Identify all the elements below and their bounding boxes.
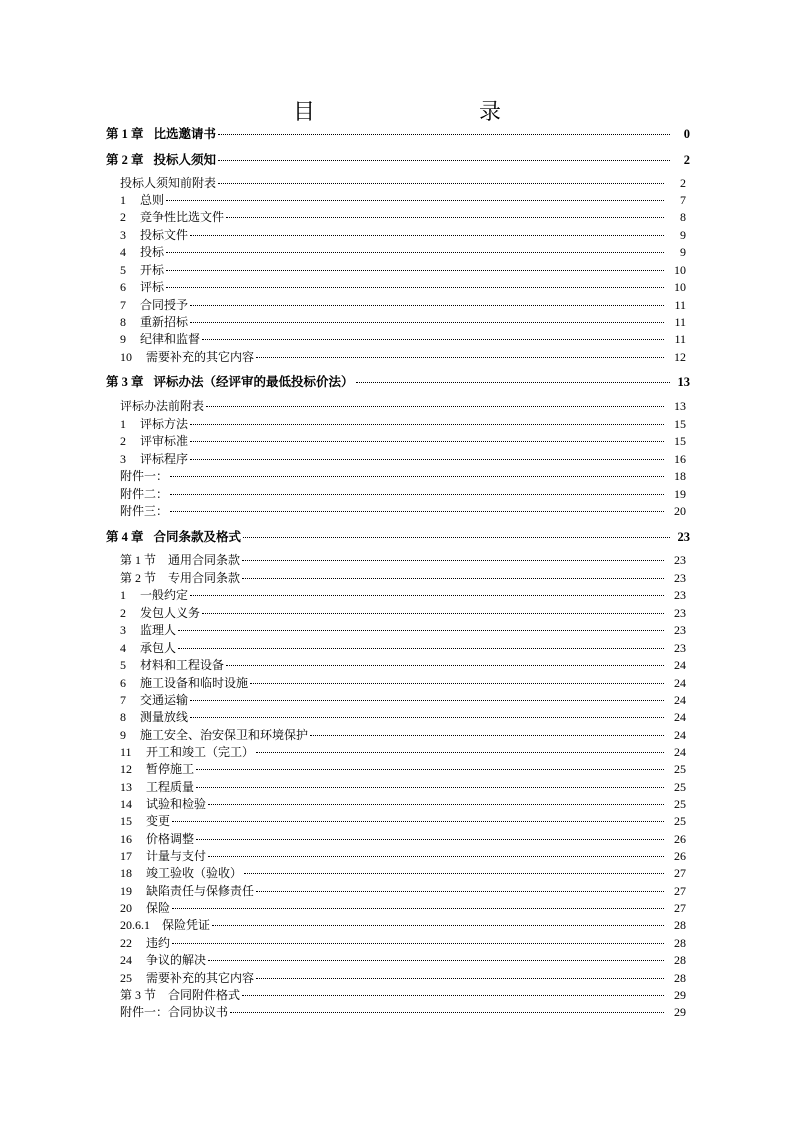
toc-entry-text: 附件二：	[120, 487, 169, 501]
toc-entry-label	[120, 604, 200, 621]
toc-entry[interactable]	[120, 812, 686, 828]
toc-entry-text: 价格调整	[146, 832, 195, 846]
toc-entry-text: 附件一：合同协议书	[120, 1005, 229, 1019]
toc-entry-number: 5	[120, 263, 126, 277]
dot-leader	[172, 821, 664, 822]
dot-leader	[190, 459, 664, 460]
toc-entry-label	[120, 795, 206, 812]
toc-entry-label	[120, 502, 168, 519]
toc-entry-text: 监理人	[140, 623, 177, 637]
toc-page-number: 9	[680, 228, 686, 242]
toc-entry-text: 比选邀请书	[153, 127, 217, 141]
toc-page-number: 29	[674, 988, 686, 1002]
toc-page-number: 28	[674, 953, 686, 967]
toc-entry-number: 第 2 节	[120, 571, 157, 585]
toc-entry-number: 16	[120, 832, 132, 846]
toc-entry-number: 7	[120, 693, 126, 707]
dot-leader	[208, 856, 664, 857]
toc-entry-label	[120, 916, 210, 933]
toc-entry-text: 专用合同条款	[168, 571, 241, 585]
toc-entry-text: 需要补充的其它内容	[146, 350, 255, 364]
toc-entry[interactable]	[120, 847, 686, 863]
toc-entry-text: 材料和工程设备	[140, 658, 225, 672]
dot-leader	[256, 978, 664, 979]
toc-entry-text: 保险	[146, 901, 171, 915]
toc-page-number: 25	[674, 762, 686, 776]
toc-page-number: 25	[674, 814, 686, 828]
toc-entry[interactable]	[120, 621, 686, 637]
toc-entry-text: 投标文件	[140, 228, 189, 242]
toc-page-number: 24	[674, 728, 686, 742]
toc-page-number: 23	[674, 641, 686, 655]
toc-entry-text: 暂停施工	[146, 762, 195, 776]
toc-entry-number: 第 3 章	[106, 375, 144, 389]
toc-chapter-entry[interactable]	[106, 372, 690, 388]
toc-page-number: 18	[674, 469, 686, 483]
toc-entry-label	[120, 551, 240, 568]
toc-entry-number: 第 1 节	[120, 553, 157, 567]
toc-entry-number: 第 4 章	[106, 530, 144, 544]
dot-leader	[170, 476, 664, 477]
toc-entry-number: 第 2 章	[106, 153, 144, 167]
toc-entry-text: 交通运输	[140, 693, 189, 707]
toc-entry-text: 违约	[146, 936, 171, 950]
toc-entry-number: 20	[120, 901, 132, 915]
toc-entry[interactable]	[120, 208, 686, 224]
toc-entry-number: 4	[120, 245, 126, 259]
dot-leader	[226, 217, 664, 218]
toc-entry-label	[106, 124, 216, 142]
toc-page-number: 28	[674, 918, 686, 932]
toc-entry-text: 计量与支付	[146, 849, 207, 863]
toc-entry-number: 15	[120, 814, 132, 828]
dot-leader	[242, 560, 664, 561]
toc-entry-label	[120, 432, 188, 449]
dot-leader	[190, 424, 664, 425]
toc-chapter-entry[interactable]	[106, 150, 690, 166]
toc-page-number: 15	[674, 417, 686, 431]
toc-entry-label	[120, 586, 188, 603]
dot-leader	[190, 305, 664, 306]
toc-entry-label	[120, 743, 254, 760]
toc-entry-label	[120, 243, 164, 260]
toc-page-number: 23	[674, 588, 686, 602]
dot-leader	[208, 804, 664, 805]
toc-page-number: 11	[674, 298, 686, 312]
toc-entry[interactable]	[120, 1003, 686, 1019]
toc-page-number: 19	[674, 487, 686, 501]
toc-entry-number: 8	[120, 710, 126, 724]
toc-entry-label	[120, 847, 206, 864]
toc-entry-label	[120, 812, 170, 829]
toc-entry-label	[120, 348, 254, 365]
toc-entry-label	[120, 639, 176, 656]
toc-entry[interactable]	[120, 899, 686, 915]
toc-entry-number: 1	[120, 588, 126, 602]
toc-page-number: 23	[674, 571, 686, 585]
dot-leader	[166, 270, 664, 271]
toc-page-number: 11	[674, 332, 686, 346]
dot-leader	[250, 683, 664, 684]
toc-entry-label	[120, 569, 240, 586]
toc-entry-text: 附件三：	[120, 504, 169, 518]
toc-entry-number: 4	[120, 641, 126, 655]
toc-entry[interactable]	[120, 450, 686, 466]
toc-entry-number: 2	[120, 606, 126, 620]
toc-page-number: 25	[674, 797, 686, 811]
toc-entry[interactable]	[120, 551, 686, 567]
dot-leader	[196, 787, 664, 788]
toc-page-number: 23	[677, 530, 690, 544]
toc-entry-number: 17	[120, 849, 132, 863]
toc-entry[interactable]	[120, 864, 686, 880]
toc-entry[interactable]	[120, 226, 686, 242]
dot-leader	[172, 908, 664, 909]
toc-entry-text: 评标办法（经评审的最低投标价法）	[153, 375, 354, 389]
toc-entry-label	[120, 969, 254, 986]
toc-page-number: 24	[674, 676, 686, 690]
toc-entry-label	[120, 864, 242, 881]
toc-entry[interactable]	[120, 604, 686, 620]
dot-leader	[212, 925, 664, 926]
dot-leader	[190, 717, 664, 718]
dot-leader	[190, 322, 664, 323]
dot-leader	[218, 134, 670, 135]
toc-page-number: 24	[674, 710, 686, 724]
toc-page-number: 2	[683, 153, 690, 167]
toc-entry-text: 评标办法前附表	[120, 399, 205, 413]
toc-page-number: 13	[677, 375, 690, 389]
toc-page-number: 20	[674, 504, 686, 518]
toc-entry[interactable]	[120, 485, 686, 501]
dot-leader	[242, 995, 664, 996]
toc-entry-text: 合同条款及格式	[153, 530, 242, 544]
toc-entry-text: 开工和竣工（完工）	[146, 745, 255, 759]
toc-entry-text: 竞争性比选文件	[140, 210, 225, 224]
toc-entry-label	[120, 208, 224, 225]
toc-entry-label	[120, 313, 188, 330]
toc-entry-number: 7	[120, 298, 126, 312]
toc-page-number: 28	[674, 971, 686, 985]
toc-entry[interactable]	[120, 778, 686, 794]
dot-leader	[170, 494, 664, 495]
toc-entry-text: 竣工验收（验收）	[146, 866, 243, 880]
toc-page-number: 23	[674, 623, 686, 637]
toc-entry-number: 8	[120, 315, 126, 329]
toc-entry-label	[120, 691, 188, 708]
toc-entry-label	[120, 278, 164, 295]
toc-entry-label	[120, 261, 164, 278]
toc-entry[interactable]	[120, 278, 686, 294]
toc-entry-text: 争议的解决	[146, 953, 207, 967]
toc-page-number: 10	[674, 263, 686, 277]
toc-page-number: 23	[674, 606, 686, 620]
toc-entry-number: 12	[120, 762, 132, 776]
toc-entry-text: 评审标准	[140, 434, 189, 448]
toc-page-number: 28	[674, 936, 686, 950]
dot-leader	[256, 752, 664, 753]
toc-page-number: 24	[674, 658, 686, 672]
toc-page-number: 8	[680, 210, 686, 224]
toc-entry-label	[120, 882, 254, 899]
toc-entry-label	[120, 778, 194, 795]
toc-entry-label	[120, 760, 194, 777]
toc-entry-text: 开标	[140, 263, 165, 277]
toc-entry-text: 保险凭证	[162, 918, 211, 932]
toc-entry[interactable]	[120, 882, 686, 898]
dot-leader	[178, 630, 664, 631]
dot-leader	[202, 339, 664, 340]
toc-page-number: 0	[683, 127, 690, 141]
toc-entry-number: 2	[120, 434, 126, 448]
dot-leader	[170, 511, 664, 512]
toc-page-number: 23	[674, 553, 686, 567]
toc-entry-label	[106, 527, 241, 545]
toc-entry-text: 试验和检验	[146, 797, 207, 811]
toc-entry-label	[120, 415, 188, 432]
toc-entry[interactable]	[120, 261, 686, 277]
toc-entry[interactable]	[120, 243, 686, 259]
toc-entry[interactable]	[120, 415, 686, 431]
dot-leader	[190, 700, 664, 701]
toc-entry-text: 投标人须知前附表	[120, 176, 217, 190]
toc-entry[interactable]	[120, 951, 686, 967]
toc-entry-label	[120, 467, 168, 484]
toc-entry-number: 6	[120, 280, 126, 294]
toc-entry-text: 变更	[146, 814, 171, 828]
toc-page-number: 25	[674, 780, 686, 794]
toc-page-number: 16	[674, 452, 686, 466]
toc-entry-number: 3	[120, 623, 126, 637]
toc-entry-number: 24	[120, 953, 132, 967]
dot-leader	[208, 960, 664, 961]
toc-entry-text: 一般约定	[140, 588, 189, 602]
toc-entry-number: 第 3 节	[120, 988, 157, 1002]
toc-entry-number: 22	[120, 936, 132, 950]
toc-entry[interactable]	[120, 397, 686, 413]
dot-leader	[244, 873, 664, 874]
toc-entry-text: 合同授予	[140, 298, 189, 312]
dot-leader	[196, 769, 664, 770]
toc-entry-label	[120, 191, 164, 208]
dot-leader	[230, 1012, 664, 1013]
dot-leader	[196, 839, 664, 840]
toc-page-number: 13	[674, 399, 686, 413]
toc-page-number: 29	[674, 1005, 686, 1019]
toc-entry[interactable]	[120, 760, 686, 776]
toc-entry[interactable]	[120, 986, 686, 1002]
toc-entry[interactable]	[120, 330, 686, 346]
toc-entry[interactable]	[120, 708, 686, 724]
toc-entry-number: 1	[120, 193, 126, 207]
dot-leader	[178, 648, 664, 649]
dot-leader	[190, 595, 664, 596]
toc-entry-text: 附件一：	[120, 469, 169, 483]
toc-entry[interactable]	[120, 191, 686, 207]
toc-entry-text: 评标方法	[140, 417, 189, 431]
dot-leader	[226, 665, 664, 666]
toc-entry[interactable]	[120, 743, 686, 759]
toc-entry[interactable]	[120, 691, 686, 707]
toc-entry[interactable]	[120, 586, 686, 602]
toc-entry[interactable]	[120, 174, 686, 190]
toc-entry-label	[120, 899, 170, 916]
toc-page-number: 27	[674, 884, 686, 898]
toc-entry-label	[120, 450, 188, 467]
toc-entry-number: 3	[120, 452, 126, 466]
toc-entry[interactable]	[120, 296, 686, 312]
toc-entry[interactable]	[120, 726, 686, 742]
toc-chapter-entry[interactable]	[106, 124, 690, 140]
dot-leader	[256, 891, 664, 892]
dot-leader	[256, 357, 664, 358]
toc-page-number: 10	[674, 280, 686, 294]
toc-entry-label	[120, 674, 248, 691]
dot-leader	[190, 235, 664, 236]
toc-entry-label	[120, 296, 188, 313]
toc-entry-number: 1	[120, 417, 126, 431]
toc-entry[interactable]	[120, 674, 686, 690]
toc-entry-text: 合同附件格式	[168, 988, 241, 1002]
toc-entry-label	[120, 485, 168, 502]
toc-entry-label	[120, 226, 188, 243]
toc-entry-label	[120, 986, 240, 1003]
toc-entry-label	[106, 372, 354, 390]
toc-entry[interactable]	[120, 639, 686, 655]
toc-page-number: 27	[674, 866, 686, 880]
toc-entry[interactable]	[120, 916, 686, 932]
dot-leader	[218, 160, 670, 161]
toc-entry-label	[120, 621, 176, 638]
toc-entry-text: 投标人须知	[153, 153, 217, 167]
toc-entry-text: 重新招标	[140, 315, 189, 329]
toc-entry-text: 评标	[140, 280, 165, 294]
toc-page-number: 11	[674, 315, 686, 329]
toc-entry-label	[120, 1003, 228, 1020]
toc-entry-label	[106, 150, 216, 168]
toc-entry[interactable]	[120, 656, 686, 672]
toc-entry[interactable]	[120, 348, 686, 364]
toc-page-number: 24	[674, 693, 686, 707]
toc-entry[interactable]	[120, 969, 686, 985]
toc-entry[interactable]	[120, 569, 686, 585]
dot-leader	[242, 578, 664, 579]
toc-entry-label	[120, 951, 206, 968]
toc-entry[interactable]	[120, 830, 686, 846]
toc-page-number: 12	[674, 350, 686, 364]
toc-entry[interactable]	[120, 934, 686, 950]
dot-leader	[356, 382, 670, 383]
toc-page-number: 2	[680, 176, 686, 190]
toc-entry-number: 19	[120, 884, 132, 898]
toc-page-number: 26	[674, 849, 686, 863]
toc-entry-number: 5	[120, 658, 126, 672]
toc-entry-number: 9	[120, 332, 126, 346]
toc-entry[interactable]	[120, 467, 686, 483]
toc-entry-number: 第 1 章	[106, 127, 144, 141]
toc-entry-text: 缺陷责任与保修责任	[146, 884, 255, 898]
dot-leader	[172, 943, 664, 944]
dot-leader	[243, 537, 670, 538]
toc-entry-label	[120, 830, 194, 847]
toc-entry[interactable]	[120, 502, 686, 518]
toc-entry-label	[120, 934, 170, 951]
toc-entry-text: 施工设备和临时设施	[140, 676, 249, 690]
dot-leader	[206, 406, 664, 407]
toc-entry-number: 6	[120, 676, 126, 690]
toc-entry-text: 需要补充的其它内容	[146, 971, 255, 985]
dot-leader	[310, 735, 664, 736]
toc-entry[interactable]	[120, 313, 686, 329]
toc-entry-number: 2	[120, 210, 126, 224]
toc-page-number: 9	[680, 245, 686, 259]
toc-entry-text: 发包人义务	[140, 606, 201, 620]
toc-entry-label	[120, 726, 308, 743]
toc-entry[interactable]	[120, 795, 686, 811]
dot-leader	[190, 441, 664, 442]
toc-entry[interactable]	[120, 432, 686, 448]
dot-leader	[202, 613, 664, 614]
dot-leader	[166, 200, 664, 201]
toc-page-number: 15	[674, 434, 686, 448]
toc-page-number: 7	[680, 193, 686, 207]
toc-entry-text: 投标	[140, 245, 165, 259]
toc-entry-text: 承包人	[140, 641, 177, 655]
toc-entry-text: 总则	[140, 193, 165, 207]
toc-entry-label	[120, 174, 216, 191]
toc-entry-label	[120, 708, 188, 725]
toc-entry-number: 13	[120, 780, 132, 794]
toc-title: 目 录	[292, 99, 541, 124]
toc-chapter-entry[interactable]	[106, 527, 690, 543]
toc-entry-label	[120, 656, 224, 673]
dot-leader	[166, 252, 664, 253]
toc-entry-text: 纪律和监督	[140, 332, 201, 346]
toc-entry-number: 10	[120, 350, 132, 364]
dot-leader	[218, 183, 664, 184]
toc-entry-number: 14	[120, 797, 132, 811]
toc-entry-text: 工程质量	[146, 780, 195, 794]
toc-entry-text: 评标程序	[140, 452, 189, 466]
toc-page-number: 27	[674, 901, 686, 915]
toc-entry-number: 25	[120, 971, 132, 985]
toc-entry-number: 9	[120, 728, 126, 742]
dot-leader	[166, 287, 664, 288]
toc-entry-number: 3	[120, 228, 126, 242]
toc-entry-text: 测量放线	[140, 710, 189, 724]
toc-entry-number: 18	[120, 866, 132, 880]
toc-entry-text: 通用合同条款	[168, 553, 241, 567]
toc-entry-label	[120, 397, 204, 414]
toc-page-number: 24	[674, 745, 686, 759]
toc-entry-number: 11	[120, 745, 132, 759]
toc-entry-label	[120, 330, 200, 347]
toc-entry-text: 施工安全、治安保卫和环境保护	[140, 728, 309, 742]
toc-entry-number: 20.6.1	[120, 918, 150, 932]
toc-page-number: 26	[674, 832, 686, 846]
